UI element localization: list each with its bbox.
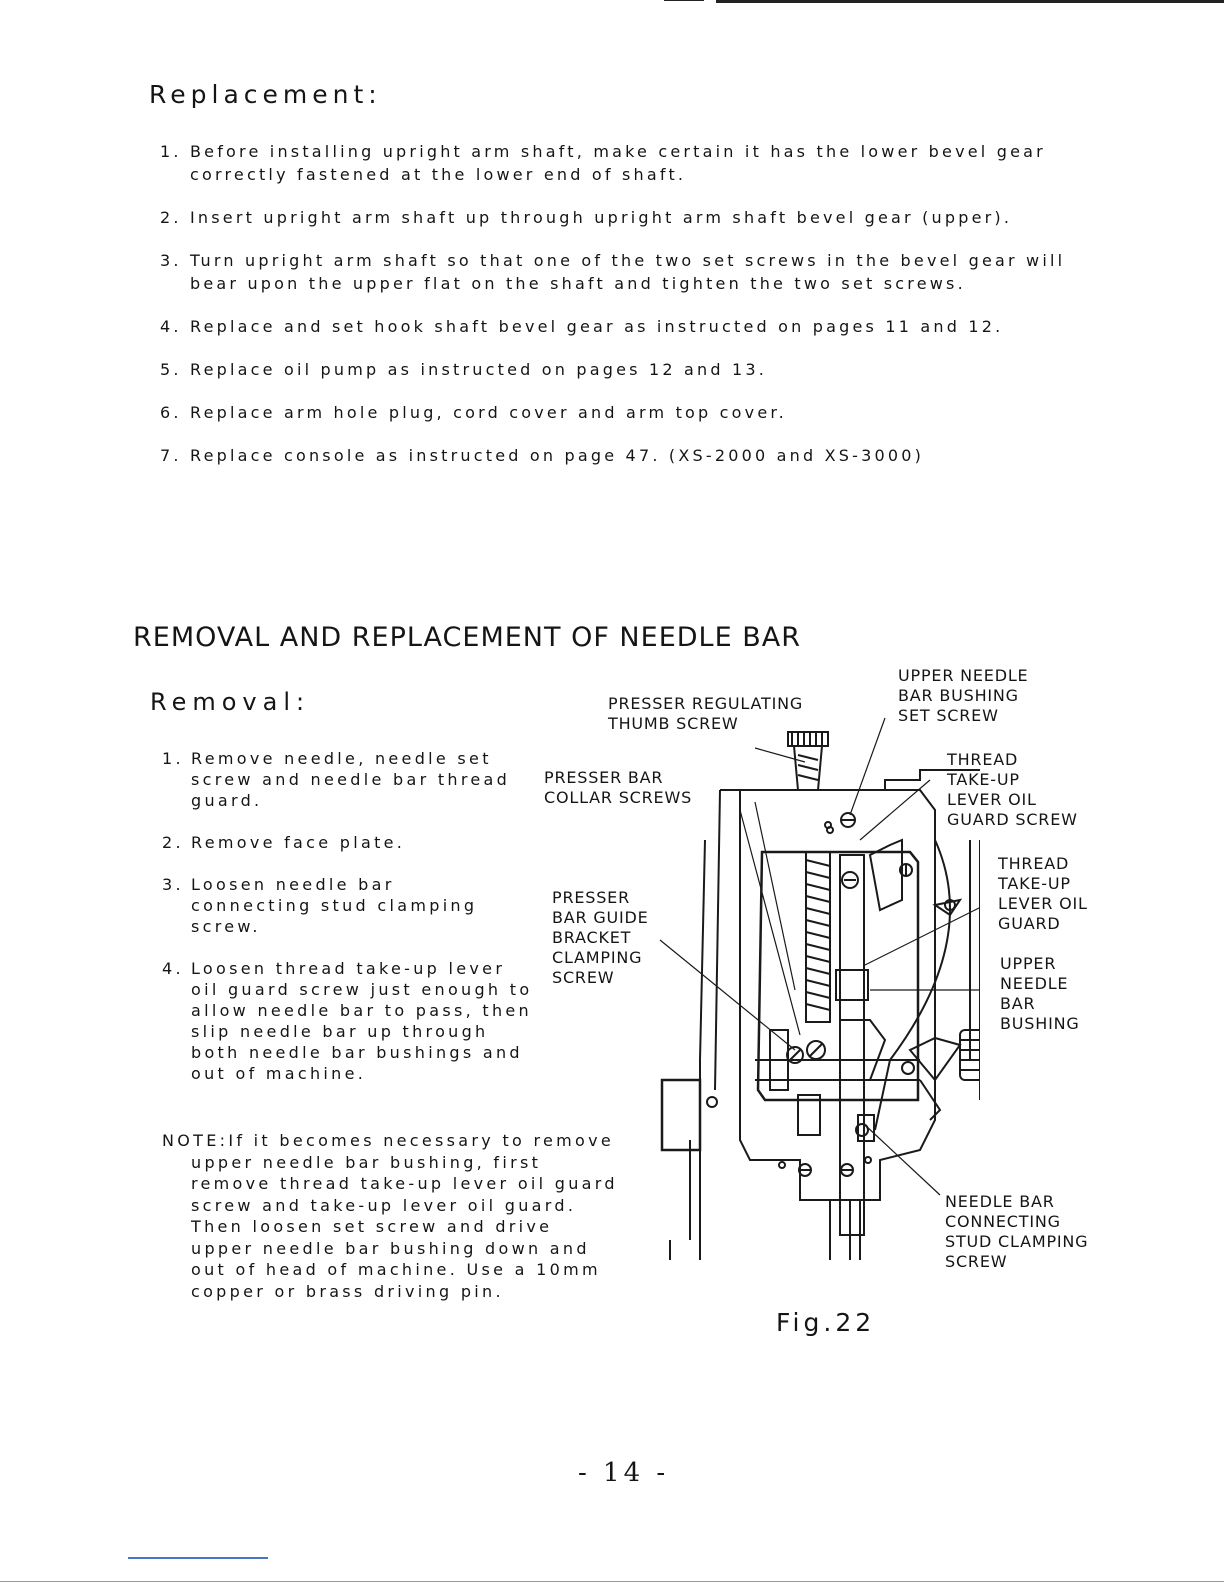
- top-rule-short: [664, 0, 704, 1]
- removal-step: 2. Remove face plate.: [162, 833, 406, 852]
- figure-caption: Fig.22: [776, 1308, 876, 1337]
- label-guide-bracket: PRESSER BAR GUIDE BRACKET CLAMPING SCREW: [552, 888, 649, 987]
- removal-step: 3. Loosen needle bar connecting stud clamping screw.: [162, 875, 478, 936]
- footer-link-rule: [128, 1557, 268, 1559]
- replacement-step: 6. Replace arm hole plug, cord cover and arm top cover.: [160, 403, 787, 422]
- footer-rule: [0, 1581, 1224, 1582]
- label-connecting-stud: NEEDLE BAR CONNECTING STUD CLAMPING SCREW: [945, 1192, 1089, 1271]
- label-upper-bushing-set-screw: UPPER NEEDLE BAR BUSHING SET SCREW: [898, 666, 1029, 725]
- label-oil-guard-screw: THREAD TAKE-UP LEVER OIL GUARD SCREW: [947, 750, 1078, 829]
- replacement-step: 3. Turn upright arm shaft so that one of the two set screws in the bevel gear will bear upon the upper flat on the shaft and tighten the two set screws.: [160, 251, 1066, 293]
- replacement-heading: Replacement:: [149, 80, 382, 109]
- replacement-step: 1. Before installing upright arm shaft, make certain it has the lower bevel gear correctly fastened at the lower end of shaft.: [160, 142, 1046, 184]
- removal-heading: Removal:: [150, 688, 311, 716]
- replacement-step: 5. Replace oil pump as instructed on pages 12 and 13.: [160, 360, 768, 379]
- removal-steps: [162, 748, 582, 1105]
- label-presser-bar-collar: PRESSER BAR COLLAR SCREWS: [544, 768, 693, 807]
- label-presser-regulating: PRESSER REGULATING THUMB SCREW: [608, 694, 804, 733]
- replacement-step: 4. Replace and set hook shaft bevel gear as instructed on pages 11 and 12.: [160, 317, 1004, 336]
- top-rule: [716, 0, 1224, 3]
- removal-note: NOTE:If it becomes necessary to remove upper needle bar bushing, first remove thread take-up lever oil guard screw and take-up lever oil guard. Then loosen set screw and drive upper needle bar bushing down and out of head of machine. Use a 10mm copper or brass driving pin.: [162, 1131, 618, 1301]
- label-oil-guard: THREAD TAKE-UP LEVER OIL GUARD: [998, 854, 1088, 933]
- replacement-steps: [160, 140, 1120, 487]
- label-upper-bushing: UPPER NEEDLE BAR BUSHING: [1000, 954, 1080, 1033]
- replacement-step: 2. Insert upright arm shaft up through upright arm shaft bevel gear (upper).: [160, 208, 1013, 227]
- page-number: - 14 -: [578, 1458, 670, 1488]
- removal-step: 1. Remove needle, needle set screw and needle bar thread guard.: [162, 749, 511, 810]
- removal-step: 4. Loosen thread take-up lever oil guard screw just enough to allow needle bar to pass, then slip needle bar up through both needle bar bushings and out of machine.: [162, 959, 533, 1083]
- replacement-step: 7. Replace console as instructed on page 47. (XS-2000 and XS-3000): [160, 446, 925, 465]
- section-title: REMOVAL AND REPLACEMENT OF NEEDLE BAR: [133, 622, 801, 653]
